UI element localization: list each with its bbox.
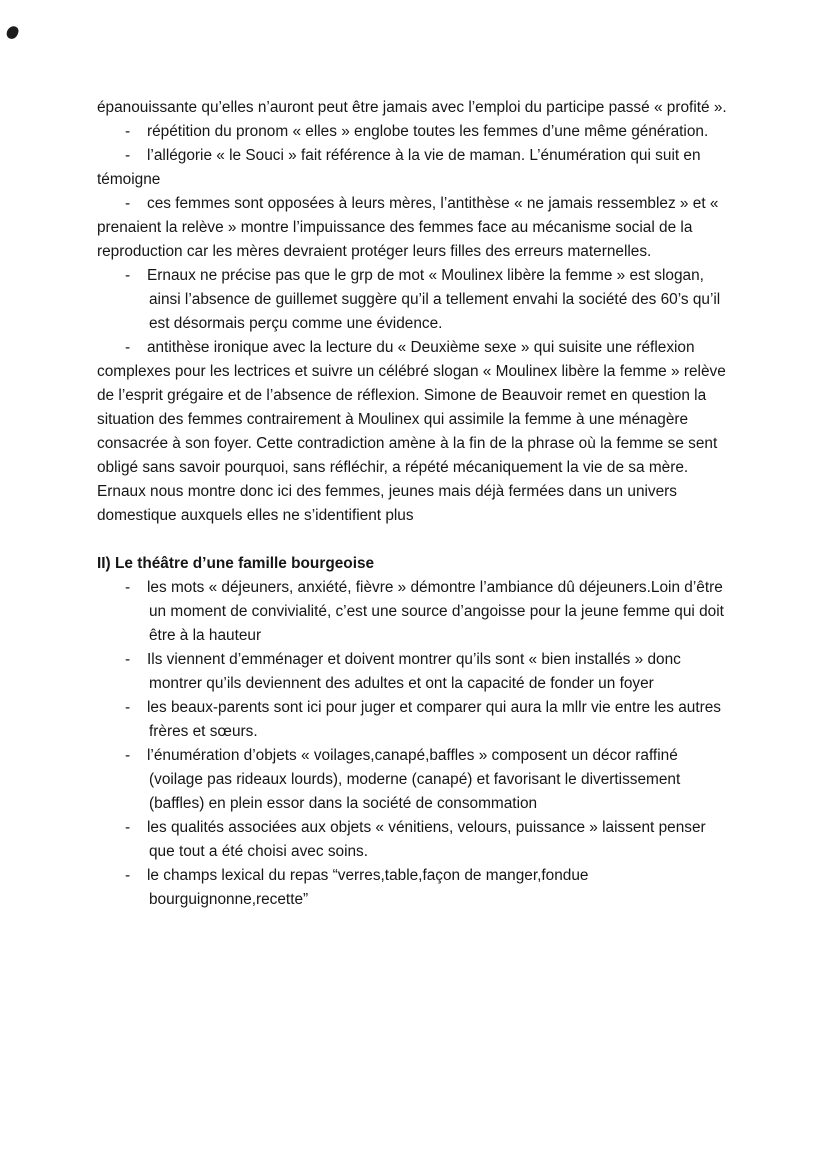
bullet-dash: - xyxy=(125,699,131,716)
section2-bullet-4 xyxy=(97,744,731,816)
page-corner-ink-mark xyxy=(5,25,19,41)
bullet-text: répétition du pronom « elles » englobe toutes les femmes d’une même génération. xyxy=(147,123,709,140)
section2-bullet-5 xyxy=(97,816,731,864)
bullet-text: Ernaux ne précise pas que le grp de mot « Moulinex libère la femme » est slogan, ainsi l’absence de guillemet suggère qu’il a tellement envahi la société des 60’s qu’il est désormais perçu comme une évidence. xyxy=(147,267,721,332)
bullet-dash: - xyxy=(125,147,131,164)
bullet-text: les qualités associées aux objets « vénitiens, velours, puissance » laissent penser que tout a été choisi avec soins. xyxy=(147,819,706,860)
bullet-text: l’énumération d’objets « voilages,canapé,baffles » composent un décor raffiné (voilage pas rideaux lourds), moderne (canapé) et favorisant le divertissement (baffles) en plein essor dans la société de consommation xyxy=(147,747,681,812)
section2-bullet-2 xyxy=(97,648,731,696)
bullet-dash: - xyxy=(125,747,131,764)
section2-bullet-6 xyxy=(97,864,731,912)
section1-bullet-3 xyxy=(97,192,731,264)
bullet-text: les mots « déjeuners, anxiété, fièvre » démontre l’ambiance dû déjeuners.Loin d’être un moment de convivialité, c’est une source d’angoisse pour la jeune femme qui doit être à la hauteur xyxy=(147,579,724,644)
bullet-text: ces femmes sont opposées à leurs mères, l’antithèse « ne jamais ressemblez » et « prenaient la relève » montre l’impuissance des femmes face au mécanisme social de la reproduction car les mères devraient protéger leurs filles des erreurs maternelles. xyxy=(97,195,719,260)
section1-bullet-4 xyxy=(97,264,731,336)
bullet-text: Ils viennent d’emménager et doivent montrer qu’ils sont « bien installés » donc montrer qu’ils deviennent des adultes et ont la capacité de fonder un foyer xyxy=(147,651,681,692)
bullet-text: l’allégorie « le Souci » fait référence à la vie de maman. L’énumération qui suit en témoigne xyxy=(97,147,701,188)
bullet-dash: - xyxy=(125,267,131,284)
intro-paragraph: épanouissante qu’elles n’auront peut être jamais avec l’emploi du participe passé « profité ». xyxy=(97,99,727,116)
section1-bullet-5 xyxy=(97,336,731,480)
bullet-dash: - xyxy=(125,819,131,836)
bullet-dash: - xyxy=(125,867,131,884)
section2-bullet-1 xyxy=(97,576,731,648)
section1-bullet-2 xyxy=(97,144,731,192)
section1-bullet-1 xyxy=(97,120,731,144)
closing-paragraph: Ernaux nous montre donc ici des femmes, jeunes mais déjà fermées dans un univers domestique auxquels elles ne s’identifient plus xyxy=(97,483,678,524)
section2-bullet-3 xyxy=(97,696,731,744)
bullet-dash: - xyxy=(125,195,131,212)
bullet-text: le champs lexical du repas “verres,table,façon de manger,fondue bourguignonne,recette” xyxy=(147,867,589,908)
bullet-dash: - xyxy=(125,339,131,356)
document-content xyxy=(97,96,731,912)
bullet-dash: - xyxy=(125,123,131,140)
bullet-dash: - xyxy=(125,651,131,668)
section2-heading: II) Le théâtre d’une famille bourgeoise xyxy=(97,555,375,572)
bullet-text: les beaux-parents sont ici pour juger et comparer qui aura la mllr vie entre les autres frères et sœurs. xyxy=(147,699,722,740)
bullet-dash: - xyxy=(125,579,131,596)
bullet-text: antithèse ironique avec la lecture du « Deuxième sexe » qui suisite une réflexion complexes pour les lectrices et suivre un célébré slogan « Moulinex libère la femme » relève de l’esprit grégaire et de l’absence de réflexion. Simone de Beauvoir remet en question la situation des femmes contrairement à Moulinex qui assimile la femme à une ménagère consacrée à son foyer. Cette contradiction amène à la fin de la phrase où la femme se sent obligé sans savoir pourquoi, sans réfléchir, a répété mécaniquement la vie de sa mère. xyxy=(97,339,726,476)
